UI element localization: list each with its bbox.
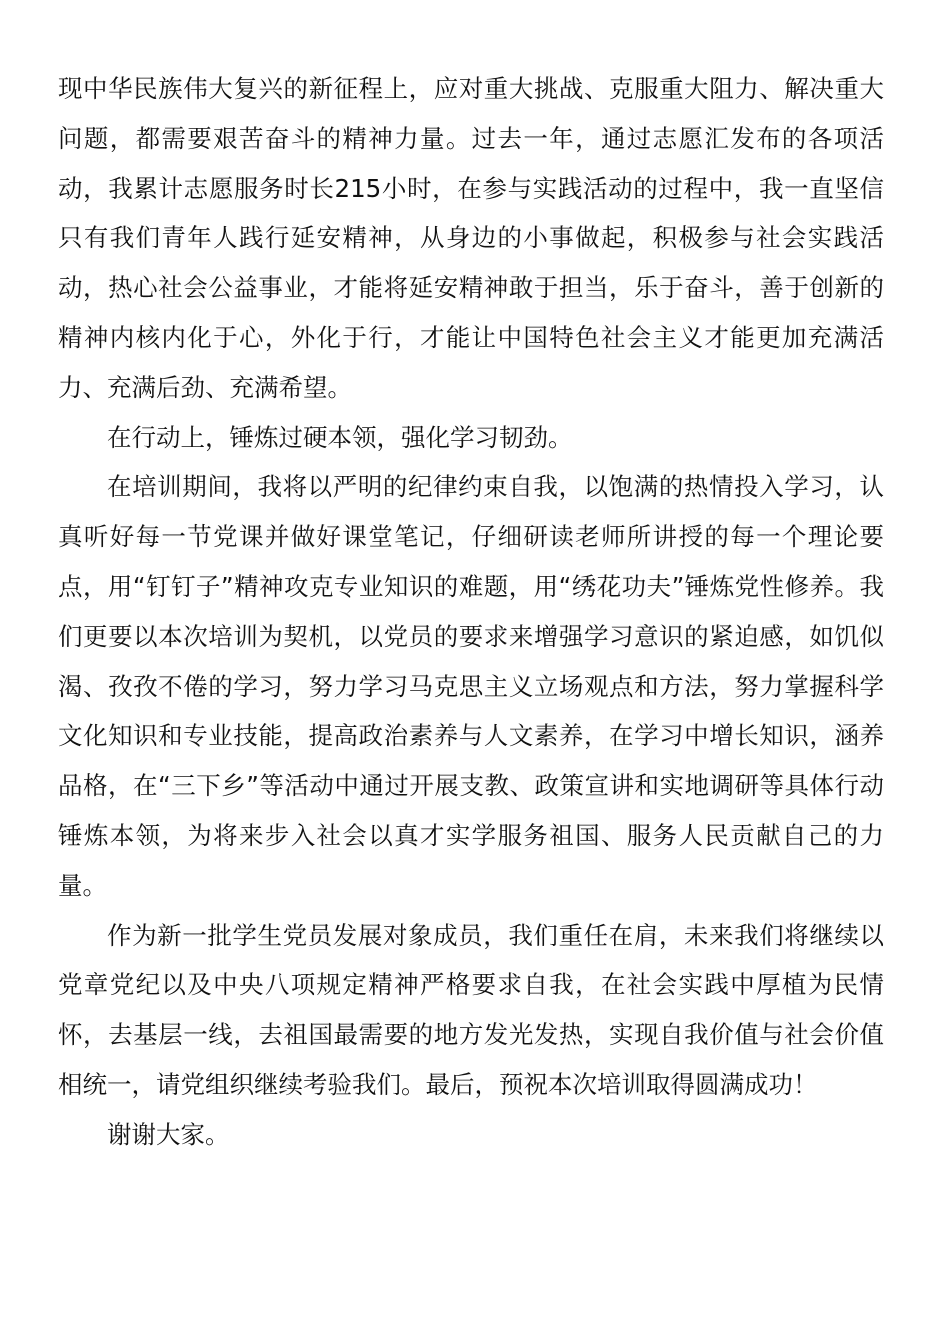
paragraph-commitment: 作为新一批学生党员发展对象成员，我们重任在肩，未来我们将继续以党章党纪以及中央八项规定精神严格要求自我，在社会实践中厚植为民情怀，去基层一线，去祖国最需要的地方发光发热，实现自我价值与社会价值相统一，请党组织继续考验我们。最后，预祝本次培训取得圆满成功！ xyxy=(58,920,884,1099)
document-body xyxy=(58,64,884,1160)
paragraph-closing: 谢谢大家。 xyxy=(107,1119,230,1149)
paragraph-continuation: 现中华民族伟大复兴的新征程上，应对重大挑战、克服重大阻力、解决重大问题，都需要艰苦奋斗的精神力量。过去一年，通过志愿汇发布的各项活动，我累计志愿服务时长215小时，在参与实践活动的过程中，我一直坚信只有我们青年人践行延安精神，从身边的小事做起，积极参与社会实践活动，热心社会公益事业，才能将延安精神敢于担当，乐于奋斗，善于创新的精神内核内化于心，外化于行，才能让中国特色社会主义才能更加充满活力、充满后劲、充满希望。 xyxy=(58,74,884,402)
paragraph-section-heading: 在行动上，锤炼过硬本领，强化学习韧劲。 xyxy=(107,422,573,452)
paragraph-training-plan: 在培训期间，我将以严明的纪律约束自我，以饱满的热情投入学习，认真听好每一节党课并做好课堂笔记，仔细研读老师所讲授的每一个理论要点，用“钉钉子”精神攻克专业知识的难题，用“绣花功夫”锤炼党性修养。我们更要以本次培训为契机，以党员的要求来增强学习意识的紧迫感，如饥似渴、孜孜不倦的学习，努力学习马克思主义立场观点和方法，努力掌握科学文化知识和专业技能，提高政治素养与人文素养，在学习中增长知识，涵养品格，在“三下乡”等活动中通过开展支教、政策宣讲和实地调研等具体行动锤炼本领，为将来步入社会以真才实学服务祖国、服务人民贡献自己的力量。 xyxy=(58,472,884,900)
